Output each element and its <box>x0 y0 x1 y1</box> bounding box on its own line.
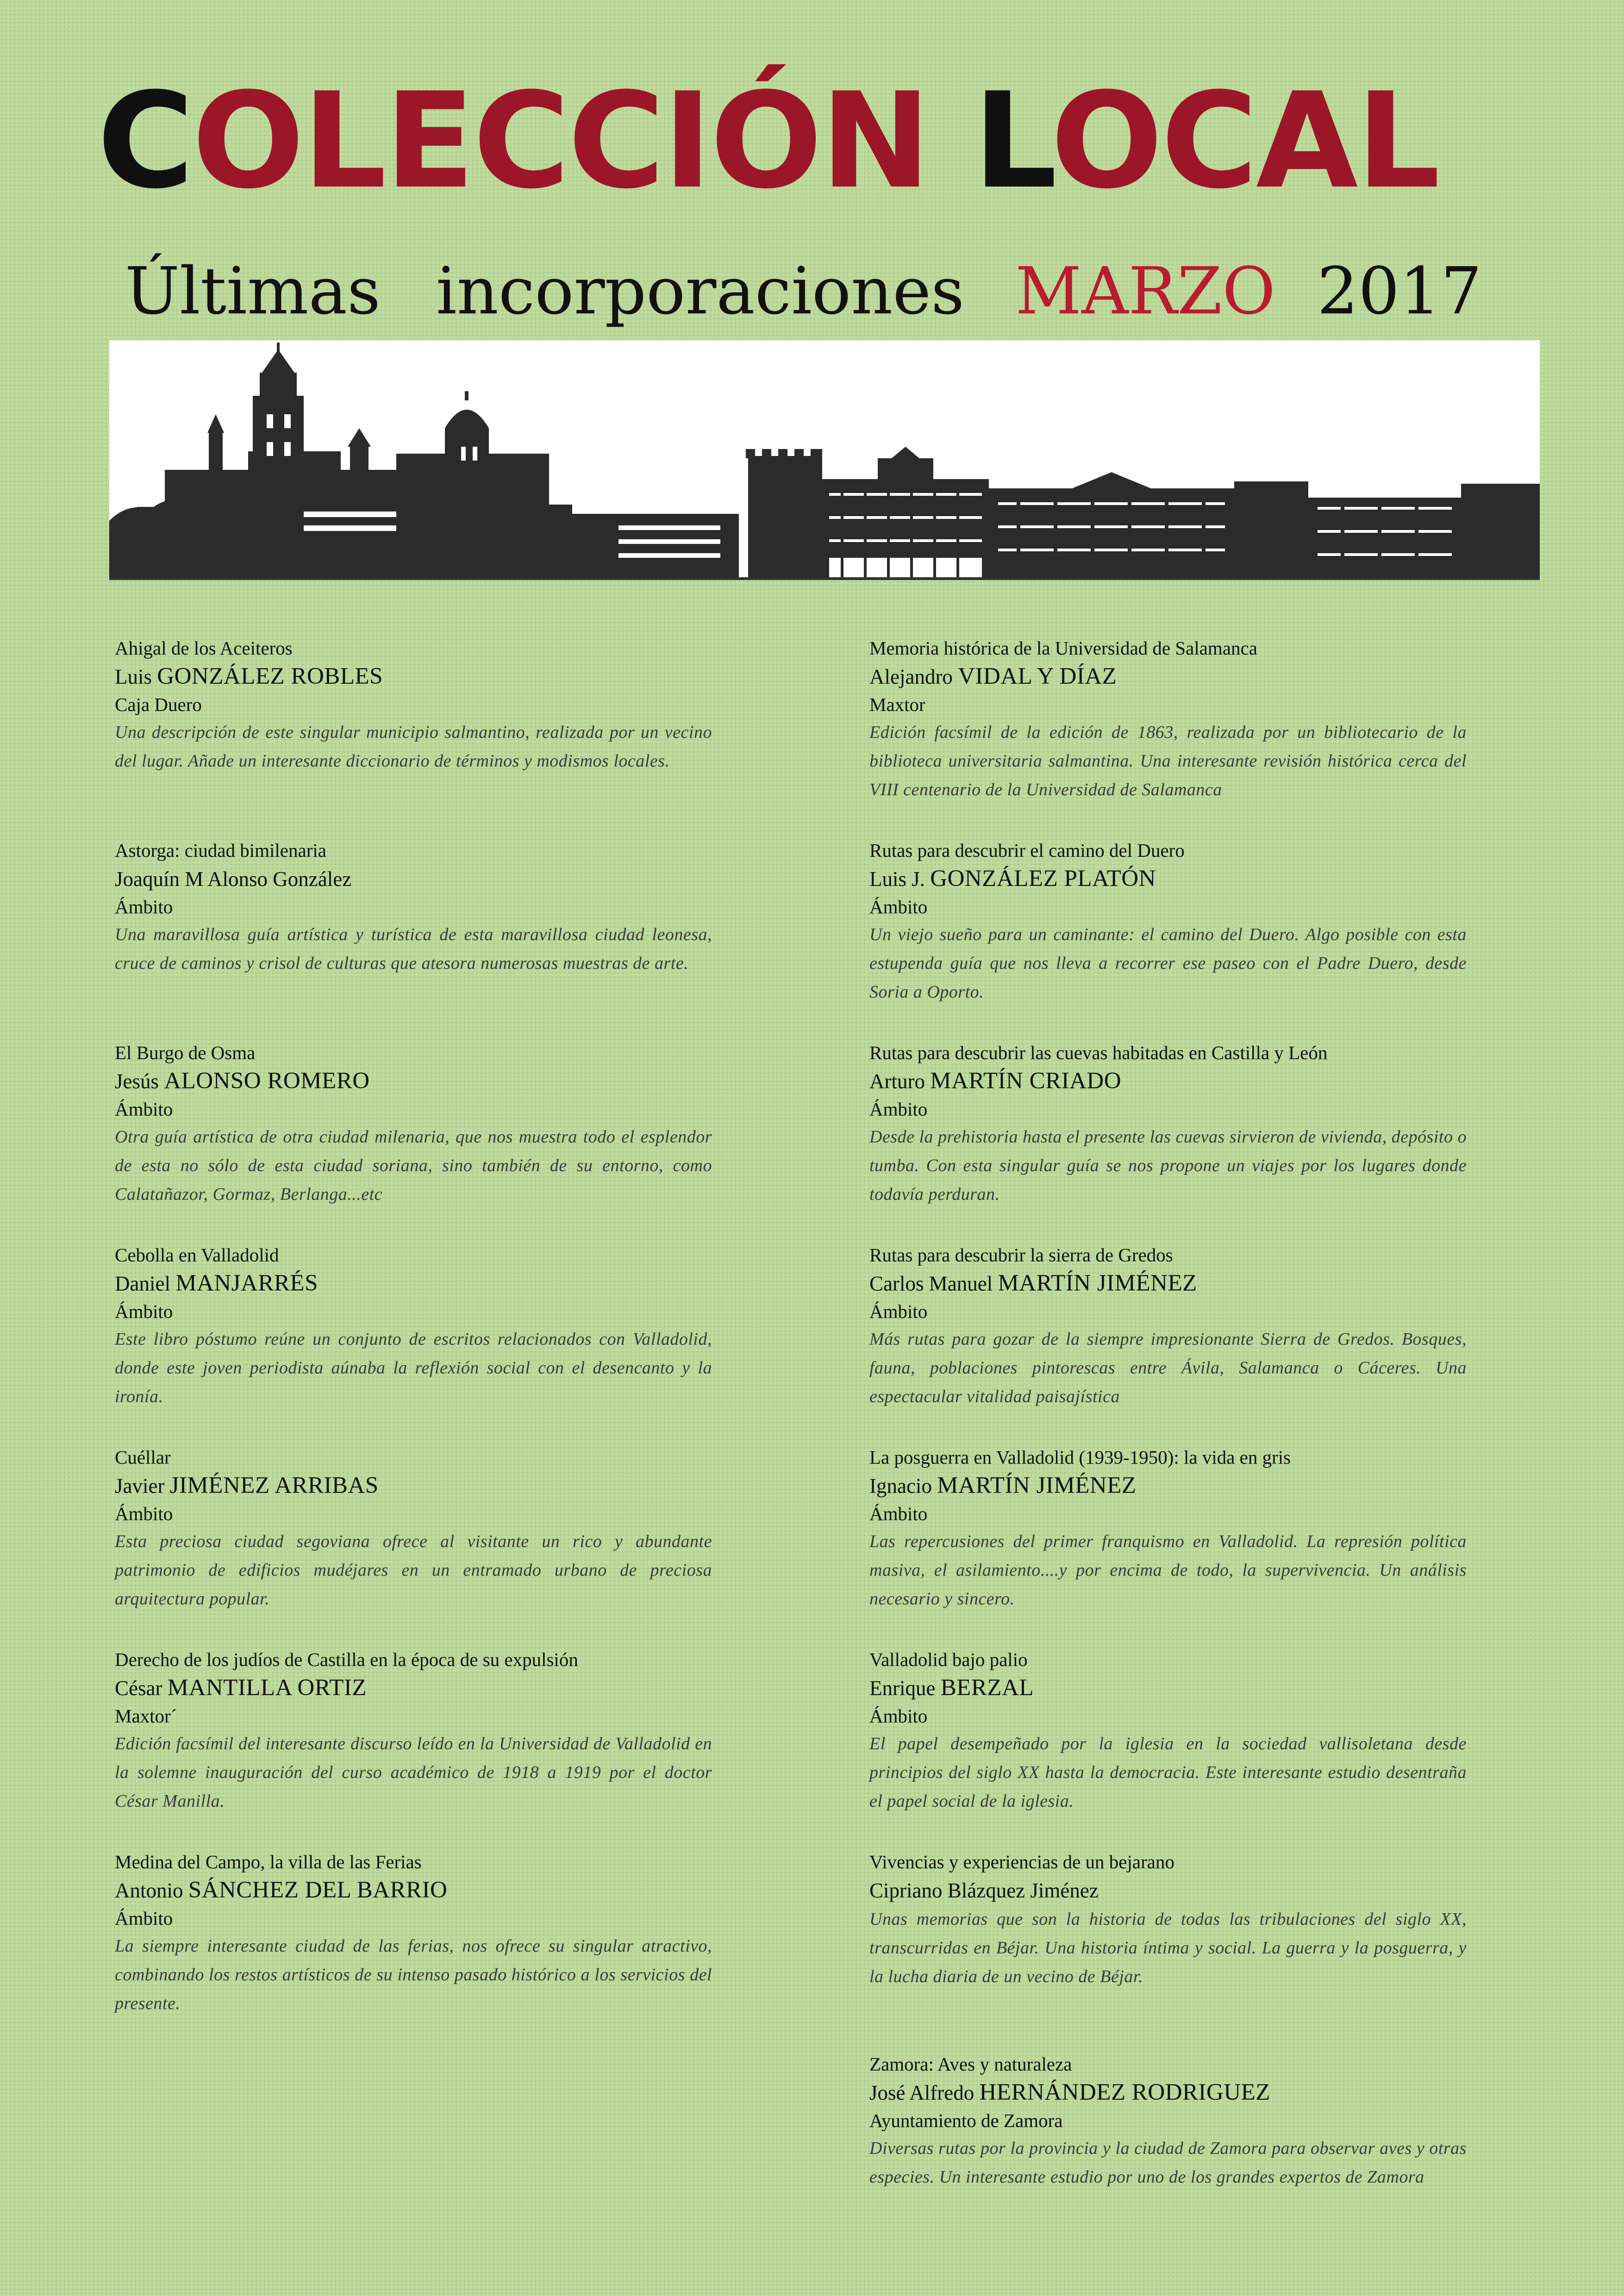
book-description: El papel desempeñado por la iglesia en la sociedad vallisoletana desde principios del siglo XX hasta la democracia. Este interesante estudio desentraña el papel social de la iglesia. <box>869 1734 1467 1811</box>
author-first: Antonio <box>115 1879 183 1902</box>
book-title: Valladolid bajo palio <box>869 1649 1028 1670</box>
book-entry <box>115 634 712 836</box>
author-first: Ignacio <box>869 1474 932 1497</box>
book-publisher: Ámbito <box>115 1503 173 1524</box>
author-last: ALONSO ROMERO <box>164 1068 370 1094</box>
book-author <box>869 2078 1467 2107</box>
book-publisher: Maxtor <box>869 694 925 715</box>
book-description: Una descripción de este singular municipio salmantino, realizada por un vecino del lugar. Añade un interesante diccionario de términos y modismos locales. <box>115 723 712 771</box>
author-last: SÁNCHEZ DEL BARRIO <box>188 1877 448 1903</box>
author-last: MANTILLA ORTIZ <box>167 1675 367 1701</box>
book-author <box>115 864 712 893</box>
author-last: MARTÍN JIMÉNEZ <box>998 1270 1197 1296</box>
author-last: JIMÉNEZ ARRIBAS <box>169 1472 379 1498</box>
book-title: Ahigal de los Aceiteros <box>115 637 293 659</box>
title-word-local: OCAL <box>1050 64 1439 218</box>
book-author <box>869 662 1467 691</box>
author-first: Javier <box>115 1474 165 1497</box>
book-publisher: Caja Duero <box>115 694 202 715</box>
author-last: BERZAL <box>940 1675 1034 1701</box>
book-description: Una maravillosa guía artística y turística de esta maravillosa ciudad leonesa, cruce de caminos y crisol de culturas que atesora numerosas muestras de arte. <box>115 925 712 973</box>
book-description: Más rutas para gozar de la siempre impresionante Sierra de Gredos. Bosques, fauna, poblaciones pintorescas entre Ávila, Salamanca o Cáceres. Una espectacular vitalidad paisajística <box>869 1329 1467 1406</box>
author-first: Alejandro <box>869 665 953 688</box>
book-title: Rutas para descubrir el camino del Duero <box>869 840 1185 861</box>
author-last: MARTÍN JIMÉNEZ <box>937 1472 1137 1498</box>
author-last: GONZÁLEZ ROBLES <box>157 663 383 689</box>
book-description: Diversas rutas por la provincia y la ciudad de Zamora para observar aves y otras especies. Un interesante estudio por uno de los grandes expertos de Zamora <box>869 2139 1467 2187</box>
left-column <box>115 634 712 2050</box>
title-word-coleccion: OLECCIÓN <box>192 64 974 218</box>
city-skyline-banner <box>109 340 1540 580</box>
book-description: Las repercusiones del primer franquismo en Valladolid. La represión política masiva, el asilamiento....y por encima de todo, la supervivencia. Un análisis necesario y sincero. <box>869 1532 1467 1609</box>
book-title: Astorga: ciudad bimilenaria <box>115 840 326 861</box>
book-entry <box>869 2050 1467 2252</box>
book-description: Edición facsímil de la edición de 1863, realizada por un bibliotecario de la biblioteca universitaria salmantina. Una interesante revisión histórica cerca del VIII centenario de la Universidad de Salamanca <box>869 723 1467 799</box>
book-author <box>869 1876 1467 1905</box>
book-entry <box>115 1039 712 1241</box>
book-entry <box>869 634 1467 836</box>
book-author <box>869 864 1467 893</box>
subtitle-year: 2017 <box>1317 254 1482 329</box>
book-author <box>115 1673 712 1703</box>
book-entry <box>869 1241 1467 1443</box>
book-publisher: Ámbito <box>115 1301 173 1322</box>
book-publisher: Ámbito <box>869 896 928 917</box>
author-first: Joaquín M Alonso González <box>115 867 352 891</box>
book-title: Vivencias y experiencias de un bejarano <box>869 1851 1174 1872</box>
book-publisher: Ámbito <box>869 1705 928 1727</box>
book-description: La siempre interesante ciudad de las ferias, nos ofrece su singular atractivo, combinando los restos artísticos de su intenso pasado histórico a los servicios del presente. <box>115 1936 712 2013</box>
book-author <box>869 1673 1467 1703</box>
book-author <box>869 1269 1467 1298</box>
book-author <box>115 1067 712 1096</box>
book-publisher: Ámbito <box>869 1503 928 1524</box>
book-title: Derecho de los judíos de Castilla en la época de su expulsión <box>115 1649 578 1670</box>
title-initial-c: C <box>97 64 193 218</box>
book-entry <box>869 1848 1467 2050</box>
author-first: Cipriano Blázquez Jiménez <box>869 1879 1099 1902</box>
author-first: Carlos Manuel <box>869 1272 993 1295</box>
book-author <box>115 662 712 691</box>
subtitle-word-incorporaciones: incorporaciones <box>436 254 965 329</box>
book-publisher: Ámbito <box>115 896 173 917</box>
author-first: Enrique <box>869 1677 936 1700</box>
book-title: Cebolla en Valladolid <box>115 1244 279 1266</box>
subtitle <box>125 245 1514 338</box>
book-author <box>869 1471 1467 1500</box>
author-last: MANJARRÉS <box>175 1270 318 1296</box>
book-description: Edición facsímil del interesante discurso leído en la Universidad de Valladolid en la solemne inauguración del curso académico de 1918 a 1919 por el doctor César Manilla. <box>115 1734 712 1811</box>
book-title: Medina del Campo, la villa de las Ferias <box>115 1851 422 1872</box>
page-title <box>97 64 1532 218</box>
author-last: MARTÍN CRIADO <box>930 1068 1122 1094</box>
author-first: Arturo <box>869 1070 925 1093</box>
book-entry <box>869 1039 1467 1241</box>
book-description: Unas memorias que son la historia de todas las tribulaciones del siglo XX, transcurridas en Béjar. Una historia íntima y social. La guerra y la posguerra, y la lucha diaria de un vecino de Béjar. <box>869 1909 1467 1986</box>
book-publisher: Ámbito <box>869 1301 928 1322</box>
book-description: Otra guía artística de otra ciudad milenaria, que nos muestra todo el esplendor de esta no sólo de esta ciudad soriana, sino también de su entorno, como Calatañazor, Gormaz, Berlanga...etc <box>115 1127 712 1204</box>
subtitle-month: MARZO <box>1015 254 1275 329</box>
book-title: El Burgo de Osma <box>115 1042 256 1063</box>
book-entry <box>869 836 1467 1039</box>
book-description: Esta preciosa ciudad segoviana ofrece al visitante un rico y abundante patrimonio de edificios mudéjares en un entramado urbano de preciosa arquitectura popular. <box>115 1532 712 1609</box>
book-description: Desde la prehistoria hasta el presente las cuevas sirvieron de vivienda, depósito o tumba. Con esta singular guía se nos propone un viajes por los lugares donde todavía perduran. <box>869 1127 1467 1204</box>
book-title: Memoria histórica de la Universidad de Salamanca <box>869 637 1257 659</box>
author-last: VIDAL Y DÍAZ <box>958 663 1117 689</box>
book-entry <box>115 1241 712 1443</box>
book-publisher: Ámbito <box>869 1098 928 1120</box>
book-entry <box>115 1646 712 1848</box>
book-author <box>115 1876 712 1905</box>
subtitle-word-ultimas: Últimas <box>125 254 381 329</box>
book-publisher: Ámbito <box>115 1098 173 1120</box>
author-last: HERNÁNDEZ RODRIGUEZ <box>979 2079 1270 2105</box>
book-entry <box>115 1848 712 2050</box>
author-first: Jesús <box>115 1070 159 1093</box>
book-publisher: Ámbito <box>115 1908 173 1929</box>
author-last: GONZÁLEZ PLATÓN <box>930 866 1156 892</box>
book-author <box>869 1067 1467 1096</box>
book-entry <box>115 1443 712 1646</box>
book-entry <box>869 1646 1467 1848</box>
book-entry <box>869 1443 1467 1646</box>
book-publisher: Maxtor´ <box>115 1705 177 1727</box>
book-author <box>115 1269 712 1298</box>
book-title: Rutas para descubrir las cuevas habitadas en Castilla y León <box>869 1042 1328 1063</box>
book-title: La posguerra en Valladolid (1939-1950): la vida en gris <box>869 1447 1291 1468</box>
author-first: Luis J. <box>869 867 925 891</box>
book-entry <box>115 836 712 1039</box>
skyline-illustration <box>109 340 1540 577</box>
author-first: Luis <box>115 665 152 688</box>
author-first: José Alfredo <box>869 2081 974 2104</box>
book-author <box>115 1471 712 1500</box>
book-title: Rutas para descubrir la sierra de Gredos <box>869 1244 1173 1266</box>
book-title: Cuéllar <box>115 1447 171 1468</box>
right-column <box>869 634 1467 2252</box>
book-title: Zamora: Aves y naturaleza <box>869 2053 1072 2075</box>
title-initial-l: L <box>973 64 1051 218</box>
book-description: Un viejo sueño para un caminante: el camino del Duero. Algo posible con esta estupenda guía que nos lleva a recorrer ese paseo con el Padre Duero, desde Soria a Oporto. <box>869 925 1467 1002</box>
book-description: Este libro póstumo reúne un conjunto de escritos relacionados con Valladolid, donde este joven periodista aúnaba la reflexión social con el desencanto y la ironía. <box>115 1329 712 1406</box>
author-first: Daniel <box>115 1272 170 1295</box>
author-first: César <box>115 1677 162 1700</box>
book-publisher: Ayuntamiento de Zamora <box>869 2110 1063 2131</box>
